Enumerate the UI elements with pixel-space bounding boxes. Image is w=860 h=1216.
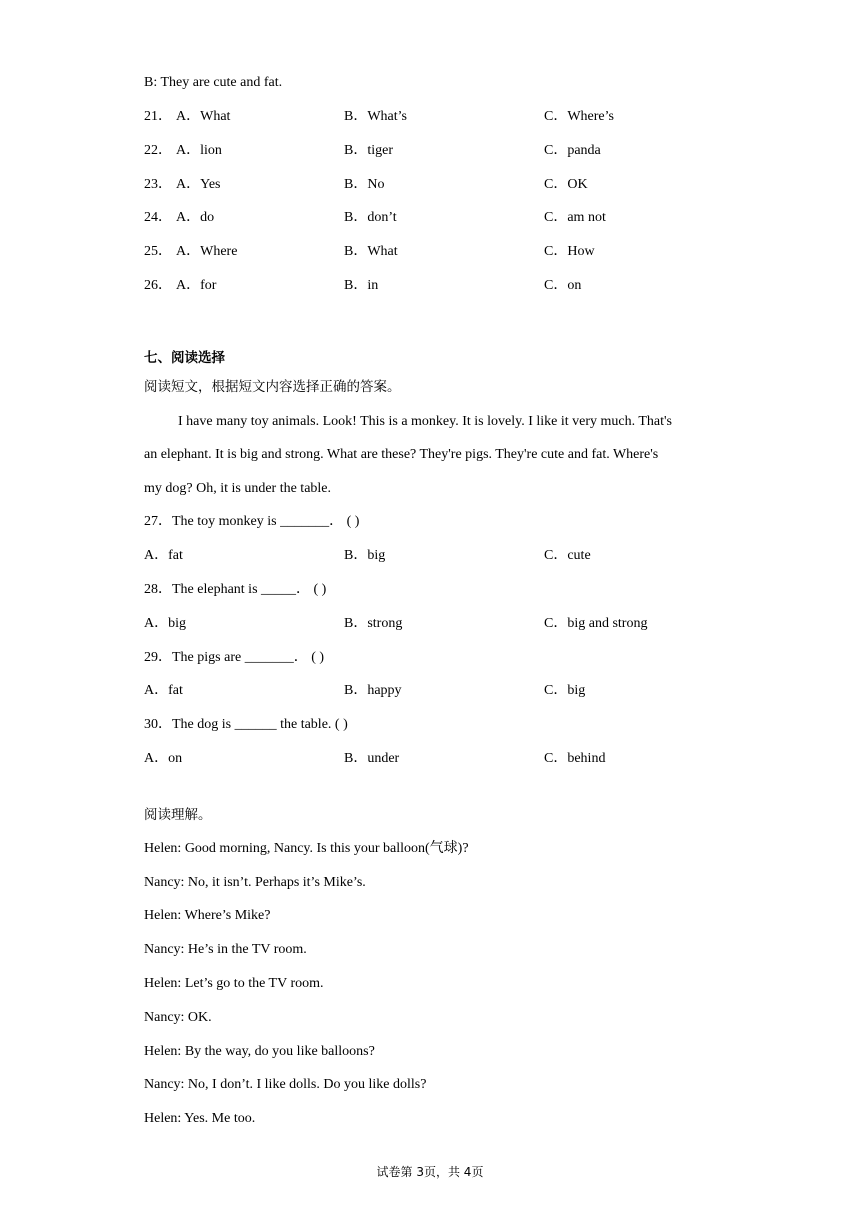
option-c: C．am not [544, 210, 606, 225]
option-b: B．tiger [344, 143, 393, 158]
option-a: A．Yes [176, 177, 221, 192]
reading-title: 阅读理解。 [144, 807, 212, 823]
dialogue-line: Nancy: OK. [144, 1010, 212, 1025]
option-a: A．big [144, 616, 186, 631]
option-b: B．don’t [344, 210, 397, 225]
option-c: C．behind [544, 751, 606, 766]
option-c: C．Where’s [544, 109, 614, 124]
question-number: 21． [144, 109, 172, 124]
question-number: 24． [144, 210, 172, 225]
question-stem: 30．The dog is ______ the table. ( ) [144, 717, 348, 732]
option-b: B．in [344, 278, 379, 293]
section-instruction: 阅读短文，根据短文内容选择正确的答案。 [144, 379, 401, 395]
question-stem: 29．The pigs are _______． ( ) [144, 650, 325, 665]
dialogue-line: Nancy: No, it isn’t. Perhaps it’s Mike’s. [144, 875, 366, 890]
passage-line: an elephant. It is big and strong. What are these? They're pigs. They're cute and fat. Where's [144, 447, 659, 462]
passage-line: my dog? Oh, it is under the table. [144, 481, 332, 496]
option-a: A．fat [144, 548, 183, 563]
passage-line: I have many toy animals. Look! This is a monkey. It is lovely. I like it very much. That's [178, 414, 672, 429]
option-c: C．on [544, 278, 582, 293]
question-number: 22． [144, 143, 172, 158]
question-number: 23． [144, 177, 172, 192]
dialogue-line: Helen: By the way, do you like balloons? [144, 1044, 375, 1059]
option-b: B．What’s [344, 109, 407, 124]
question-stem: 27．The toy monkey is _______． ( ) [144, 514, 360, 529]
option-a: A．do [176, 210, 215, 225]
option-c: C．OK [544, 177, 588, 192]
option-a: A．fat [144, 683, 183, 698]
section-heading: 七、阅读选择 [144, 350, 225, 366]
page-footer: 试卷第 3页，共 4页 [376, 1165, 484, 1179]
dialogue-line: Helen: Yes. Me too. [144, 1111, 256, 1126]
option-c: C．cute [544, 548, 591, 563]
dialogue-line: Helen: Where’s Mike? [144, 908, 271, 923]
option-c: C．panda [544, 143, 601, 158]
option-b: B．happy [344, 683, 402, 698]
option-a: A．lion [176, 143, 222, 158]
option-a: A．What [176, 109, 231, 124]
option-c: C．big and strong [544, 616, 648, 631]
option-b: B．big [344, 548, 386, 563]
option-b: B．What [344, 244, 398, 259]
dialogue-line: Helen: Let’s go to the TV room. [144, 976, 324, 991]
question-stem: 28．The elephant is _____． ( ) [144, 582, 327, 597]
option-b: B．No [344, 177, 385, 192]
question-number: 25． [144, 244, 172, 259]
option-a: A．Where [176, 244, 238, 259]
option-a: A．on [144, 751, 183, 766]
option-a: A．for [176, 278, 217, 293]
question-number: 26． [144, 278, 172, 293]
dialogue-line: Nancy: No, I don’t. I like dolls. Do you like dolls? [144, 1077, 427, 1092]
option-c: C．How [544, 244, 595, 259]
dialogue-line: Helen: Good morning, Nancy. Is this your balloon(气球)? [144, 841, 469, 856]
top-line: B: They are cute and fat. [144, 75, 283, 90]
dialogue-line: Nancy: He’s in the TV room. [144, 942, 307, 957]
option-b: B．strong [344, 616, 403, 631]
option-b: B．under [344, 751, 400, 766]
option-c: C．big [544, 683, 586, 698]
